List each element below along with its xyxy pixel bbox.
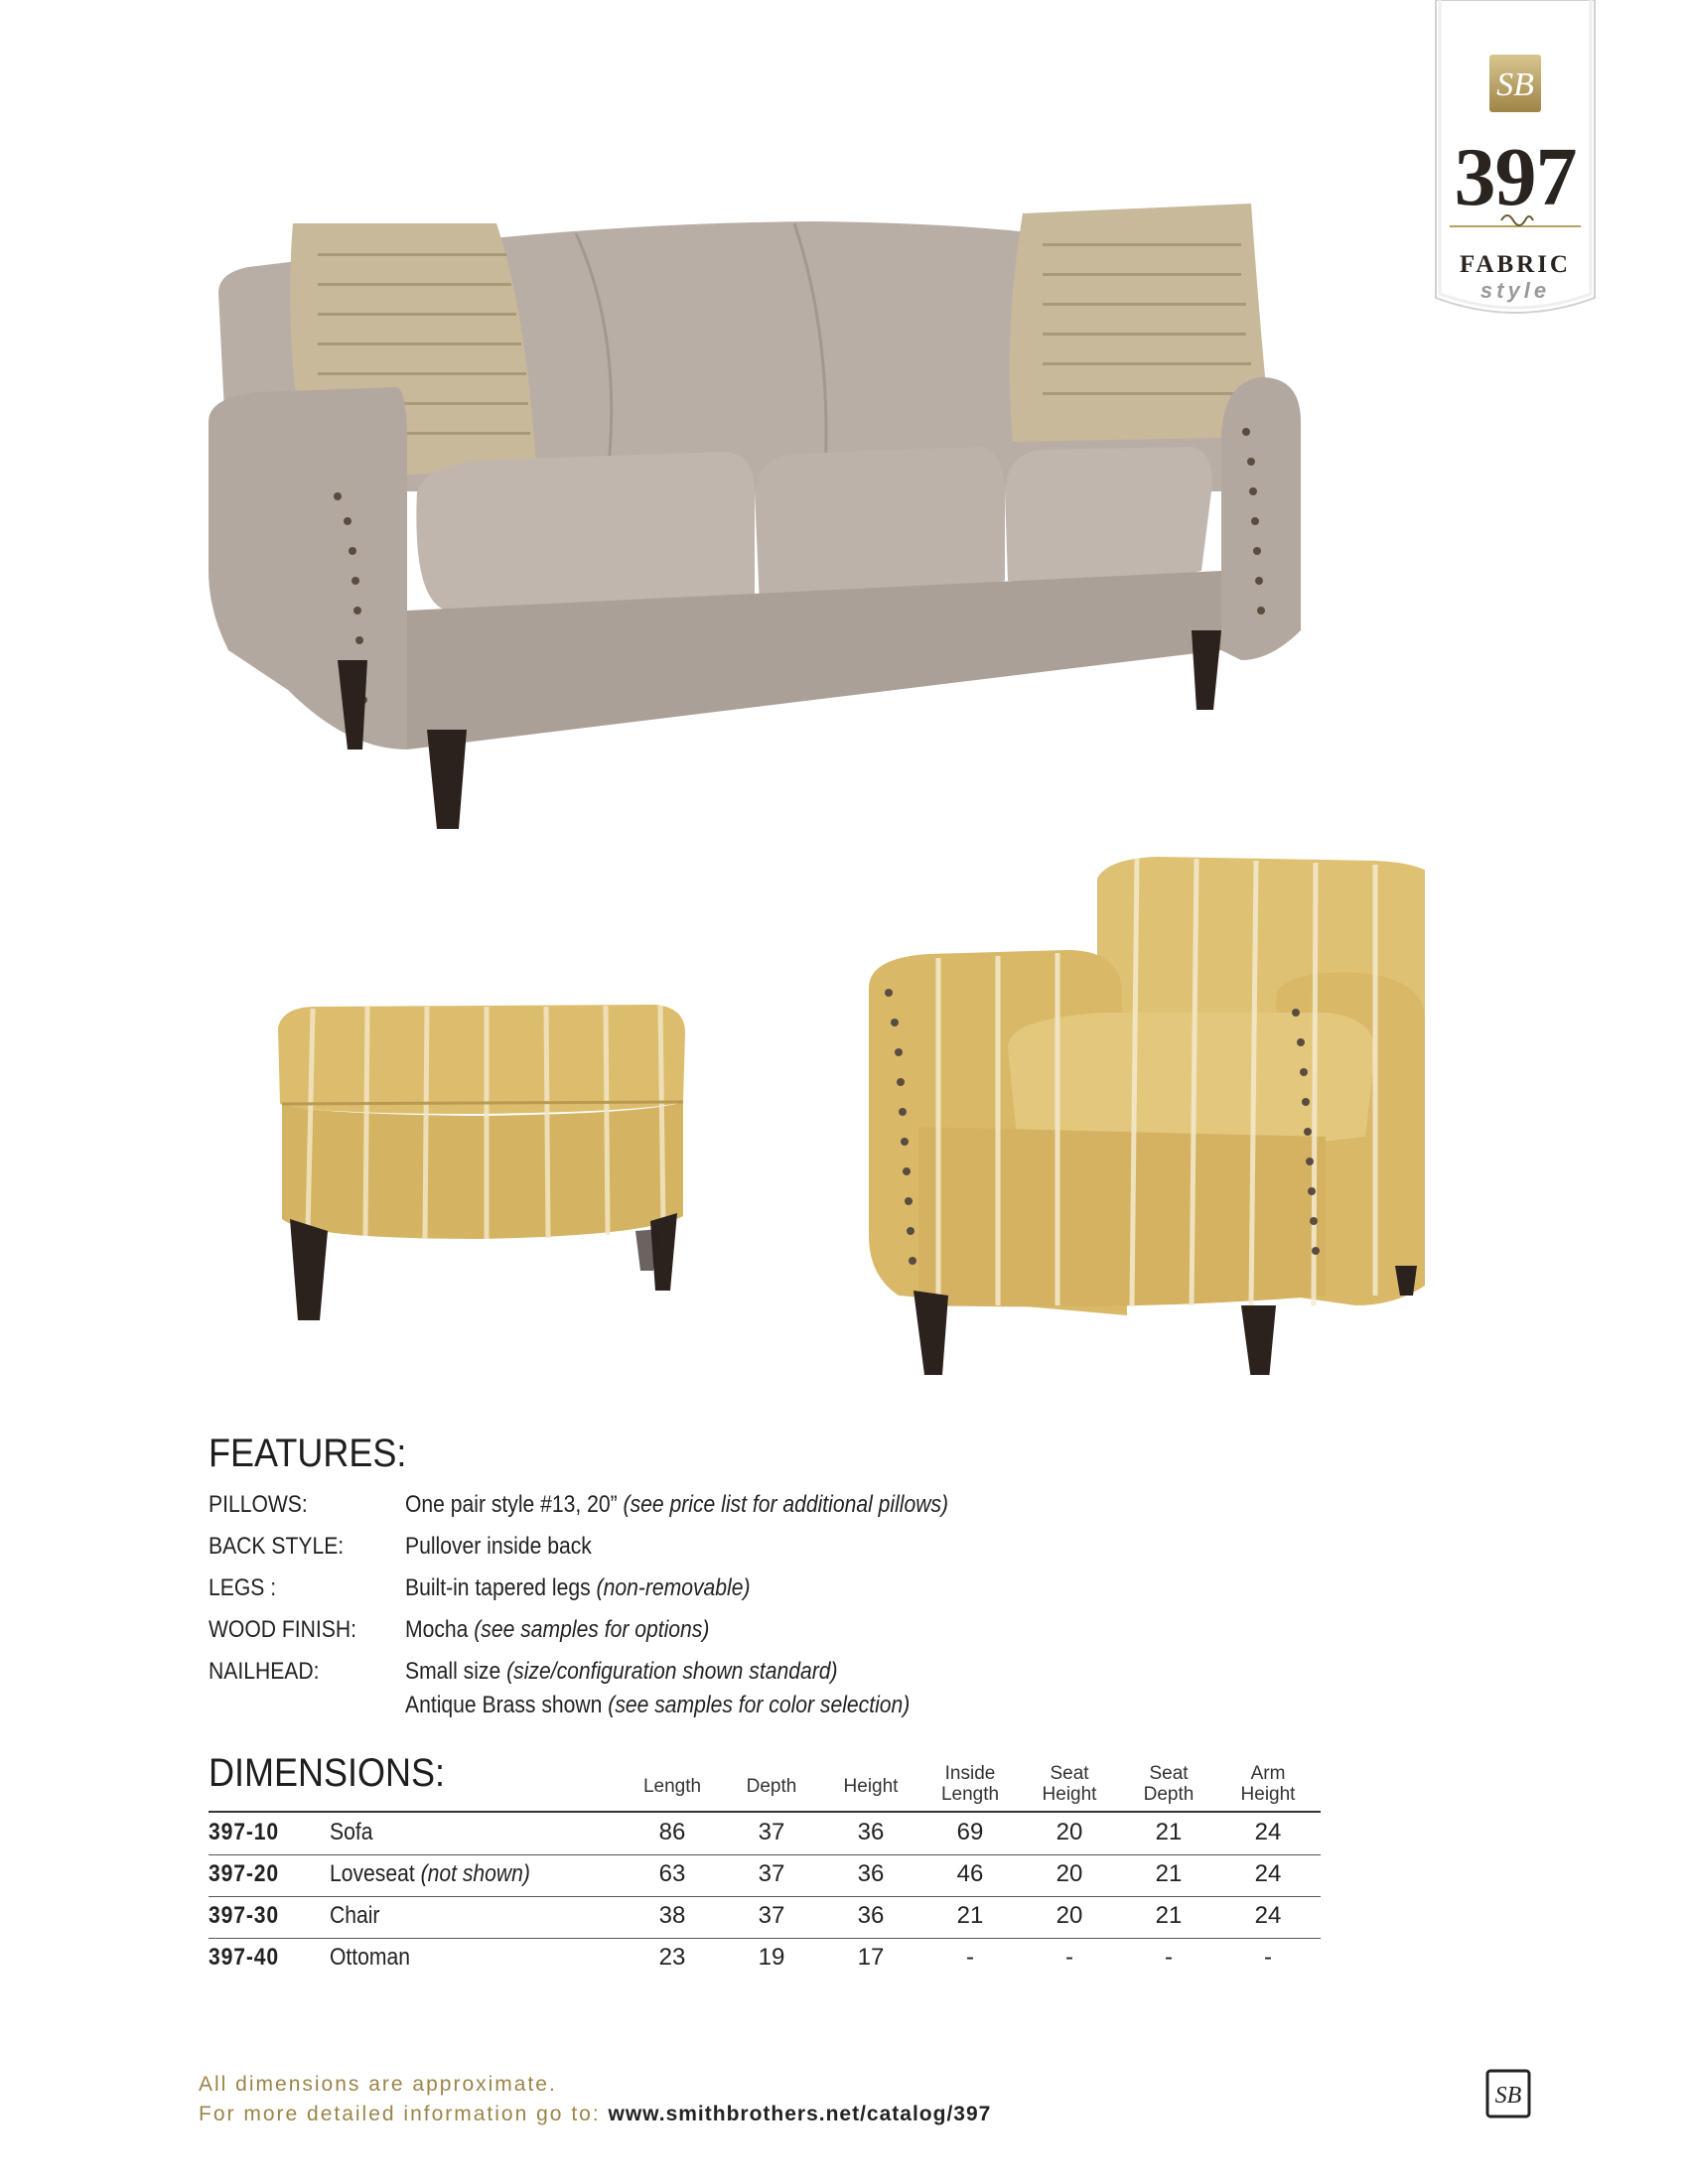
height-value: 36 xyxy=(857,1819,885,1845)
features-heading: FEATURES: xyxy=(209,1432,407,1475)
arm-height-value: 24 xyxy=(1254,1819,1282,1845)
depth-value: 37 xyxy=(758,1819,785,1845)
table-row xyxy=(209,1896,1321,1936)
feature-value: Built-in tapered legs (non-removable) xyxy=(405,1574,751,1601)
inside-length-value: 46 xyxy=(956,1860,984,1887)
ottoman-photo xyxy=(268,993,695,1330)
dimensions-heading: DIMENSIONS: xyxy=(209,1751,446,1795)
length-value: 86 xyxy=(658,1819,686,1845)
feature-label: WOOD FINISH: xyxy=(209,1616,357,1643)
seat-height-value: - xyxy=(1065,1944,1073,1971)
inside-length-value: 69 xyxy=(956,1819,984,1845)
depth-value: 37 xyxy=(758,1860,785,1887)
column-header: Inside Length xyxy=(940,1763,1000,1805)
inside-length-value: 21 xyxy=(956,1902,984,1929)
catalog-link-prefix: For more detailed information go to: xyxy=(199,2103,609,2125)
depth-value: 37 xyxy=(758,1902,785,1929)
feature-value: Mocha (see samples for options) xyxy=(405,1616,710,1643)
style-label: style xyxy=(1479,278,1551,303)
catalog-link-line xyxy=(199,2103,991,2126)
inside-length-value: - xyxy=(966,1944,974,1971)
feature-label: PILLOWS: xyxy=(209,1491,308,1518)
length-value: 38 xyxy=(658,1902,686,1929)
chair-photo xyxy=(859,839,1425,1375)
model-code: 397-30 xyxy=(209,1902,280,1929)
model-code: 397-40 xyxy=(209,1944,280,1971)
arm-height-value: 24 xyxy=(1254,1902,1282,1929)
style-type: FABRIC xyxy=(1460,251,1571,278)
column-header: Arm Height xyxy=(1240,1763,1296,1805)
svg-text:SB: SB xyxy=(1496,67,1534,103)
seat-depth-value: 21 xyxy=(1155,1902,1183,1929)
height-value: 17 xyxy=(857,1944,885,1971)
style-number: 397 xyxy=(1454,131,1577,223)
table-row xyxy=(209,1854,1321,1894)
disclaimer-text: All dimensions are approximate. xyxy=(199,2073,557,2096)
seat-depth-value: 21 xyxy=(1155,1819,1183,1845)
table-row xyxy=(209,1813,1321,1852)
height-value: 36 xyxy=(857,1902,885,1929)
sofa-photo xyxy=(199,194,1450,859)
length-value: 63 xyxy=(658,1860,686,1887)
column-header: Length xyxy=(642,1776,702,1797)
height-value: 36 xyxy=(857,1860,885,1887)
feature-value: Pullover inside back xyxy=(405,1533,592,1560)
seat-depth-value: - xyxy=(1165,1944,1173,1971)
model-name: Loveseat (not shown) xyxy=(330,1860,530,1887)
feature-value: Antique Brass shown (see samples for color selection) xyxy=(405,1692,911,1718)
column-header: Depth xyxy=(746,1776,797,1797)
seat-height-value: 20 xyxy=(1055,1860,1083,1887)
model-code: 397-20 xyxy=(209,1860,280,1887)
length-value: 23 xyxy=(658,1944,686,1971)
table-row xyxy=(209,1938,1321,1978)
feature-value: One pair style #13, 20” (see price list for additional pillows) xyxy=(405,1491,949,1518)
model-name: Sofa xyxy=(330,1819,373,1845)
column-header: Seat Depth xyxy=(1143,1763,1195,1805)
seat-height-value: 20 xyxy=(1055,1819,1083,1845)
arm-height-value: 24 xyxy=(1254,1860,1282,1887)
style-badge xyxy=(1432,0,1599,316)
column-header: Height xyxy=(843,1776,899,1797)
seat-height-value: 20 xyxy=(1055,1902,1083,1929)
column-header: Seat Height xyxy=(1042,1763,1097,1805)
model-name: Chair xyxy=(330,1902,380,1929)
feature-label: NAILHEAD: xyxy=(209,1658,320,1685)
feature-label: LEGS : xyxy=(209,1574,277,1601)
catalog-link[interactable]: www.smithbrothers.net/catalog/397 xyxy=(608,2103,992,2125)
brand-logo-icon xyxy=(1485,2069,1531,2118)
svg-text:SB: SB xyxy=(1494,2083,1522,2109)
model-code: 397-10 xyxy=(209,1819,280,1845)
depth-value: 19 xyxy=(758,1944,785,1971)
feature-value: Small size (size/configuration shown standard) xyxy=(405,1658,838,1685)
feature-label: BACK STYLE: xyxy=(209,1533,345,1560)
model-name: Ottoman xyxy=(330,1944,411,1971)
arm-height-value: - xyxy=(1264,1944,1272,1971)
seat-depth-value: 21 xyxy=(1155,1860,1183,1887)
